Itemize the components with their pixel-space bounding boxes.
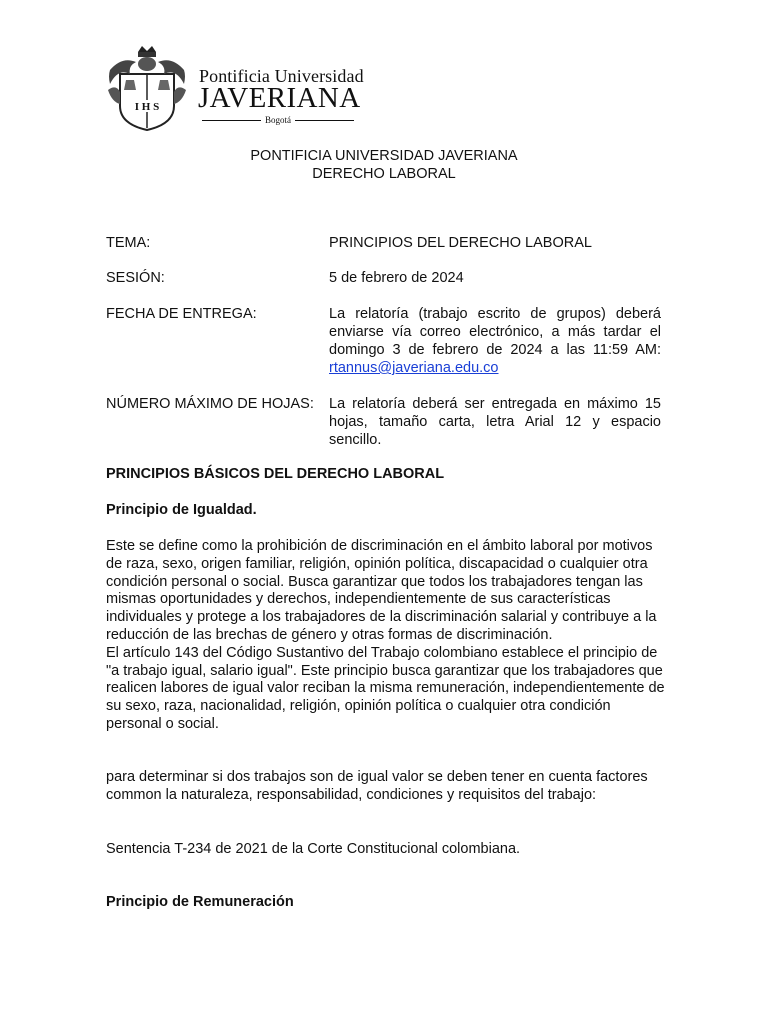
logo-rule-right — [295, 120, 354, 121]
field-hojas-value: La relatoría deberá ser entregada en máximo 15 hojas, tamaño carta, letra Arial 12 y espacio sencillo. — [329, 396, 661, 448]
logo-city: Bogotá — [265, 115, 291, 125]
remuneracion-heading: Principio de Remuneración — [106, 894, 294, 910]
field-entrega-value — [329, 305, 661, 377]
field-entrega-label: FECHA DE ENTREGA: — [106, 306, 257, 322]
igualdad-paragraph-4: Sentencia T-234 de 2021 de la Corte Constitucional colombiana. — [106, 841, 521, 857]
field-tema-label: TEMA: — [106, 235, 151, 251]
field-sesion-label: SESIÓN: — [106, 270, 165, 286]
university-crest-icon — [106, 44, 188, 132]
svg-text:I H S: I H S — [134, 101, 160, 113]
university-logo — [106, 44, 364, 134]
igualdad-criteria — [106, 769, 666, 805]
section-title: PRINCIPIOS BÁSICOS DEL DERECHO LABORAL — [106, 466, 445, 482]
header-course: DERECHO LABORAL — [312, 166, 456, 182]
field-entrega-text: La relatoría (trabajo escrito de grupos) deberá enviarse vía correo electrónico, a más tardar el domingo 3 de febrero de 2024 a las 11:59 AM: — [329, 306, 661, 358]
logo-line-university: Pontificia Universidad — [199, 66, 364, 86]
field-hojas-label: NÚMERO MÁXIMO DE HOJAS: — [106, 396, 314, 412]
logo-line-name: JAVERIANA — [198, 82, 361, 114]
header-university: PONTIFICIA UNIVERSIDAD JAVERIANA — [250, 148, 518, 164]
igualdad-reference — [106, 841, 666, 859]
logo-rule-left — [202, 120, 261, 121]
igualdad-body — [106, 538, 666, 734]
igualdad-heading: Principio de Igualdad. — [106, 502, 257, 518]
field-sesion-value: 5 de febrero de 2024 — [329, 270, 464, 286]
igualdad-paragraph-1: Este se define como la prohibición de discriminación en el ámbito laboral por motivos de raza, sexo, origen familiar, religión, opinión política, discapacidad o cualquier otra condición personal o social. Busca garantizar que todos los trabajadores tengan las mismas oportunidades y derechos, independientemente de sus características individuales y protege a los trabajadores de la discriminación salarial y contribuye a la reducción de las brechas de género y otras formas de discriminación. — [106, 538, 657, 643]
igualdad-paragraph-3: para determinar si dos trabajos son de igual valor se deben tener en cuenta factores common la naturaleza, responsabilidad, condiciones y requisitos del trabajo: — [106, 769, 648, 803]
logo-city-line — [202, 114, 354, 126]
igualdad-paragraph-2: El artículo 143 del Código Sustantivo del Trabajo colombiano establece el principio de "a trabajo igual, salario igual". Este principio busca garantizar que los trabajadores que realicen labores de igual valor reciban la misma remuneración, independientemente de su sexo, raza, nacionalidad, religión, opinión política o cualquier otra condición personal o social. — [106, 644, 665, 732]
email-link[interactable]: rtannus@javeriana.edu.co — [329, 360, 499, 376]
field-tema-value: PRINCIPIOS DEL DERECHO LABORAL — [329, 235, 592, 251]
